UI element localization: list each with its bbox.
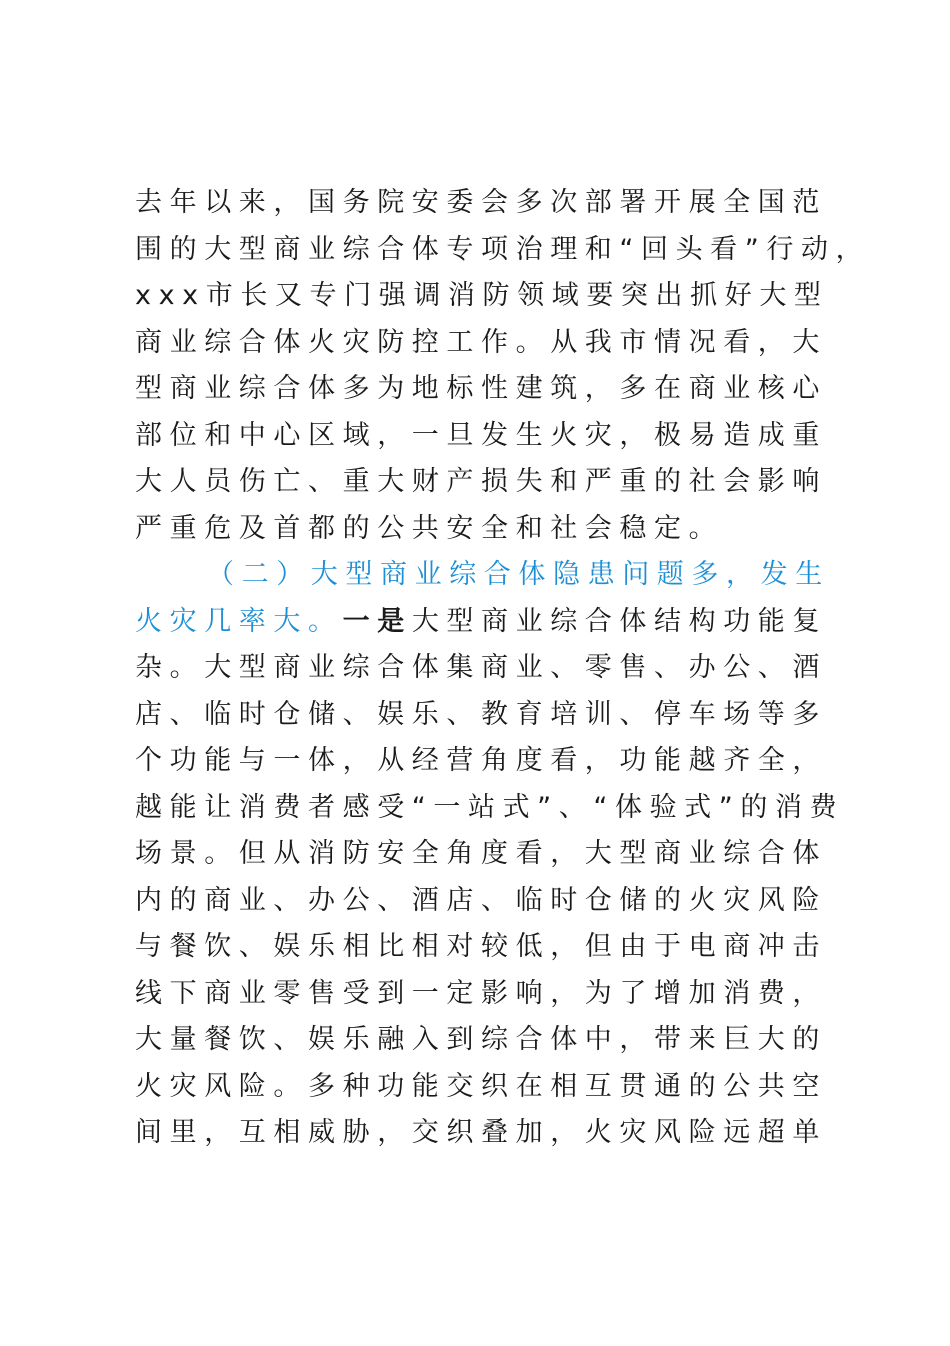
- text-line: 部位和中心区域，一旦发生火灾，极易造成重: [135, 419, 827, 451]
- text-line: 火灾风险。多种功能交织在相互贯通的公共空: [135, 1070, 827, 1102]
- text-run: 大型商业综合体结构功能复: [411, 605, 828, 637]
- text-line: 围的大型商业综合体专项治理和“回头看”行动，: [135, 233, 871, 265]
- document-body: [135, 180, 871, 1157]
- text-line: 杂。大型商业综合体集商业、零售、办公、酒: [135, 652, 827, 683]
- section-heading-continued: 火灾几率大。: [135, 605, 343, 637]
- text-line: 线下商业零售受到一定影响，为了增加消费，: [135, 977, 827, 1009]
- paragraph-1: [135, 180, 871, 552]
- text-line: 与餐饮、娱乐相比相对较低，但由于电商冲击: [135, 931, 827, 962]
- text-line: 去年以来，国务院安委会多次部署开展全国范: [135, 187, 827, 218]
- text-line: 型商业综合体多为地标性建筑，多在商业核心: [135, 373, 827, 404]
- text-line: 店、临时仓储、娱乐、教育培训、停车场等多: [135, 698, 827, 730]
- text-line: 严重危及首都的公共安全和社会稳定。: [135, 512, 724, 544]
- text-line: 大人员伤亡、重大财产损失和严重的社会影响: [135, 466, 827, 497]
- section-heading: [135, 552, 830, 599]
- text-line: 个功能与一体，从经营角度看，功能越齐全，: [135, 745, 827, 776]
- section-heading-text: （二）大型商业综合体隐患问题多，发生: [207, 559, 830, 590]
- text-line: xxx市长又专门强调消防领域要突出抓好大型: [135, 280, 829, 311]
- text-line: 商业综合体火灾防控工作。从我市情况看，大: [135, 326, 827, 358]
- text-line: 内的商业、办公、酒店、临时仓储的火灾风险: [135, 884, 827, 916]
- text-line: 场景。但从消防安全角度看，大型商业综合体: [135, 838, 827, 869]
- text-line: [135, 599, 828, 646]
- text-line: 间里，互相威胁，交织叠加，火灾风险远超单: [135, 1117, 827, 1148]
- text-line: 越能让消费者感受“一站式”、“体验式”的消费: [135, 791, 845, 823]
- point-label: 一是: [342, 605, 412, 637]
- section-2: [135, 552, 845, 1157]
- text-line: 大量餐饮、娱乐融入到综合体中，带来巨大的: [135, 1024, 827, 1055]
